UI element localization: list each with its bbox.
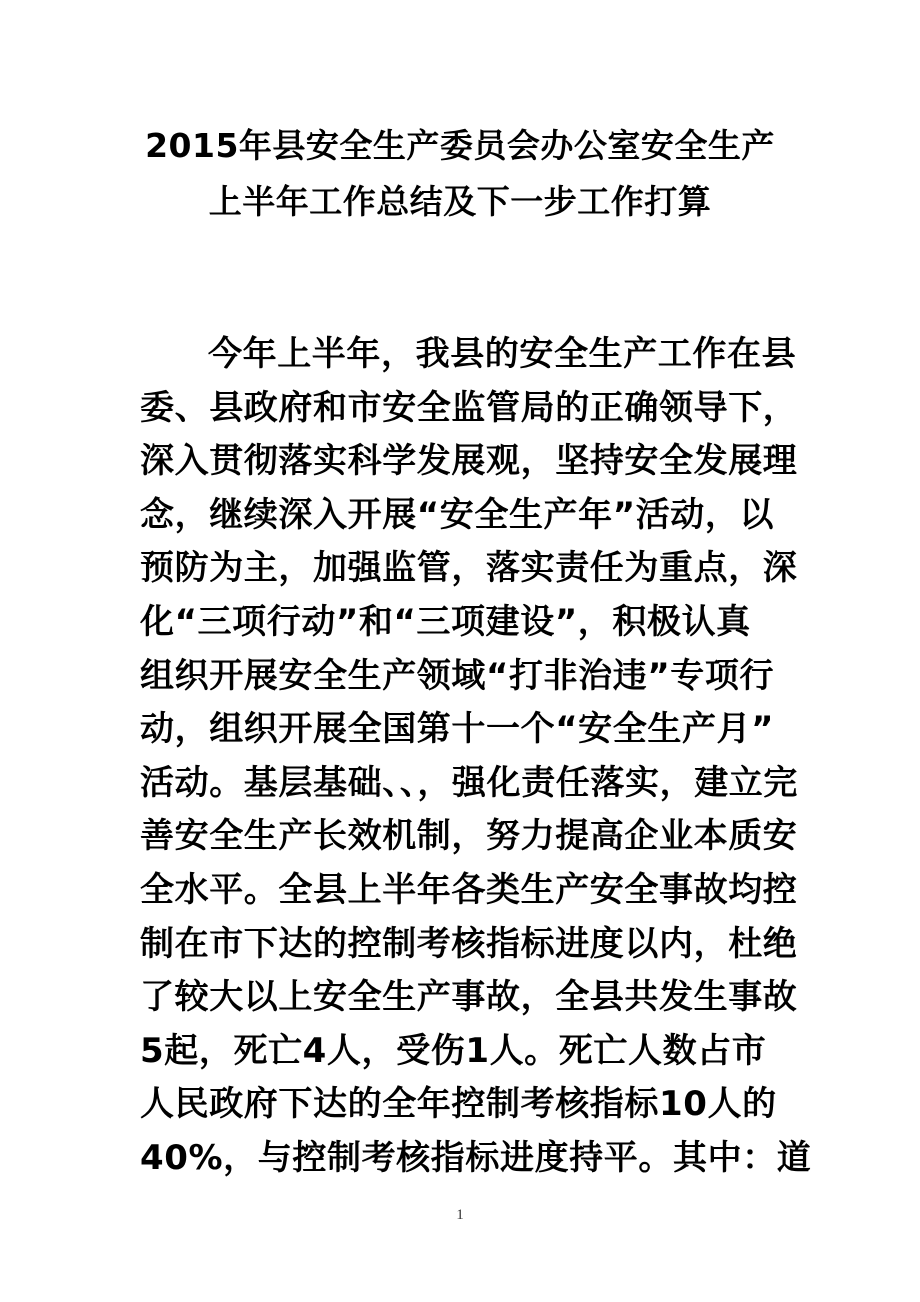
body-paragraph <box>140 328 812 1186</box>
body-line: 预防为主，加强监管，落实责任为重点，深 <box>140 548 798 589</box>
title-line: 上半年工作总结及下一步工作打算 <box>208 182 712 221</box>
body-line: 善安全生产长效机制，努力提高企业本质安 <box>140 816 798 857</box>
body-line: 动，组织开展全国第十一个“安全生产月” <box>140 709 775 750</box>
document-title <box>120 118 800 230</box>
body-line: 深入贯彻落实科学发展观，坚持安全发展理 <box>140 441 798 482</box>
body-line: 40%，与控制考核指标进度持平。其中：道 <box>140 1137 812 1178</box>
body-line: 制在市下达的控制考核指标进度以内，杜绝 <box>140 923 798 964</box>
body-line: 人民政府下达的全年控制考核指标10人的 <box>140 1084 777 1125</box>
body-line: 5起，死亡4人，受伤1人。死亡人数占市 <box>140 1030 767 1071</box>
body-line: 全水平。全县上半年各类生产安全事故均控 <box>140 869 798 910</box>
page-number: 1 <box>456 1207 464 1223</box>
body-line: 了较大以上安全生产事故，全县共发生事故 <box>140 977 798 1018</box>
body-line: 化“三项行动”和“三项建设”，积极认真 <box>140 601 751 642</box>
title-line: 2015年县安全生产委员会办公室安全生产 <box>145 126 775 165</box>
body-line: 念，继续深入开展“安全生产年”活动，以 <box>140 494 775 535</box>
body-line: 活动。基层基础、、，强化责任落实，建立完 <box>140 762 798 803</box>
body-line: 组织开展安全生产领域“打非治违”专项行 <box>140 655 775 696</box>
body-line: 委、县政府和市安全监管局的正确领导下， <box>140 387 798 428</box>
body-line: 今年上半年，我县的安全生产工作在县 <box>208 334 797 374</box>
